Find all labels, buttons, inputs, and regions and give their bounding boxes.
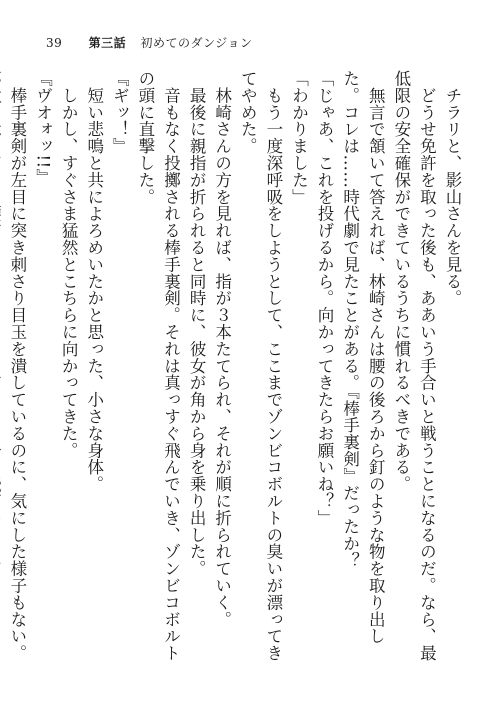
paragraph: 「じゃあ、これを投げるから。向かってきたらお願いね？」: [315, 70, 335, 527]
running-head: [46, 34, 253, 51]
paragraph: 短い悲鳴と共によろめいたかと思った、小さな身体。: [84, 70, 104, 493]
paragraph: どうせ免許を取った後も、ああいう手合いと戦うことになるのだ。なら、最低限の安全確保ができているうちに慣れるべきである。: [391, 70, 437, 662]
paragraph: 音もなく投擲される棒手裏剣。それは真っすぐ飛んでいき、ゾンビコボルトの頭に直撃した。: [135, 70, 181, 662]
chapter-subtitle: 初めてのダンジョン: [140, 36, 253, 50]
paragraph: 林崎さんの方を見れば、指が３本たてられ、それが順に折られていく。: [212, 70, 232, 628]
page-number: 39: [46, 36, 63, 50]
chapter-label: 第三話: [88, 36, 127, 50]
paragraph: しかし、すぐさま猛然とこちらに向かってきた。: [59, 70, 79, 459]
paragraph: チラリと、影山さんを見る。: [443, 70, 462, 307]
paragraph: もう一度深呼吸をしようとして、ここまでゾンビコボルトの臭いが漂ってきてやめた。: [238, 70, 283, 662]
paragraph: 「わかりました」: [289, 70, 309, 206]
paragraph: 無言で頷いて答えれば、林崎さんは腰の後ろから釘のような物を取り出した。コレは……時代劇で見たことがある。『棒手裏剣』だったか？: [340, 70, 386, 645]
paragraph: 『ギッ！』: [110, 70, 130, 155]
paragraph: 棒手裏剣が左目に突き刺さり目玉を潰しているのに、気にした様子もない。: [7, 86, 27, 662]
body-text: [7, 70, 465, 670]
paragraph: 『ヴオォッ!!』: [33, 70, 53, 186]
paragraph: 最後に親指が折られると同時に、彼女が角から身を乗り出した。: [187, 70, 207, 577]
